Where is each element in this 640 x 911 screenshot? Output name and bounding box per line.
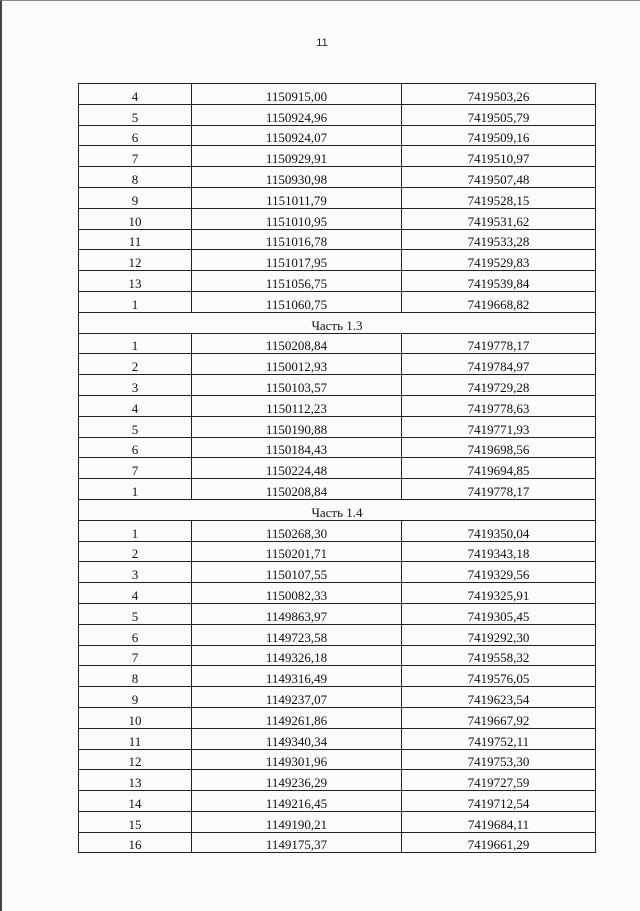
point-number-cell: 16 (79, 832, 192, 853)
table-row (79, 146, 596, 167)
x-coordinate-cell: 1151060,75 (192, 291, 402, 312)
point-number-cell: 2 (79, 354, 192, 375)
x-coordinate-cell: 1150915,00 (192, 84, 402, 105)
y-coordinate-cell: 7419533,28 (402, 229, 596, 250)
table-row (79, 104, 596, 125)
table-row (79, 541, 596, 562)
table-row (79, 271, 596, 292)
y-coordinate-cell: 7419576,05 (402, 666, 596, 687)
y-coordinate-cell: 7419503,26 (402, 84, 596, 105)
table-row (79, 832, 596, 853)
y-coordinate-cell: 7419778,63 (402, 395, 596, 416)
table-row (79, 229, 596, 250)
point-number-cell: 1 (79, 520, 192, 541)
table-row (79, 666, 596, 687)
y-coordinate-cell: 7419505,79 (402, 104, 596, 125)
coordinates-table (78, 83, 596, 853)
point-number-cell: 3 (79, 375, 192, 396)
table-row (79, 333, 596, 354)
x-coordinate-cell: 1150208,84 (192, 333, 402, 354)
point-number-cell: 7 (79, 645, 192, 666)
y-coordinate-cell: 7419292,30 (402, 624, 596, 645)
y-coordinate-cell: 7419752,11 (402, 728, 596, 749)
point-number-cell: 6 (79, 437, 192, 458)
table-row (79, 437, 596, 458)
y-coordinate-cell: 7419778,17 (402, 479, 596, 500)
point-number-cell: 8 (79, 666, 192, 687)
x-coordinate-cell: 1149236,29 (192, 770, 402, 791)
table-row (79, 520, 596, 541)
table-row (79, 603, 596, 624)
point-number-cell: 4 (79, 395, 192, 416)
x-coordinate-cell: 1150107,55 (192, 562, 402, 583)
x-coordinate-cell: 1151056,75 (192, 271, 402, 292)
point-number-cell: 12 (79, 749, 192, 770)
x-coordinate-cell: 1150924,07 (192, 125, 402, 146)
table-row (79, 687, 596, 708)
x-coordinate-cell: 1149237,07 (192, 687, 402, 708)
point-number-cell: 13 (79, 770, 192, 791)
y-coordinate-cell: 7419325,91 (402, 583, 596, 604)
point-number-cell: 3 (79, 562, 192, 583)
y-coordinate-cell: 7419784,97 (402, 354, 596, 375)
x-coordinate-cell: 1151010,95 (192, 208, 402, 229)
table-row (79, 395, 596, 416)
section-title: Часть 1.3 (79, 312, 596, 333)
point-number-cell: 5 (79, 416, 192, 437)
point-number-cell: 10 (79, 208, 192, 229)
section-header-row (79, 312, 596, 333)
x-coordinate-cell: 1149340,34 (192, 728, 402, 749)
y-coordinate-cell: 7419305,45 (402, 603, 596, 624)
x-coordinate-cell: 1149175,37 (192, 832, 402, 853)
point-number-cell: 6 (79, 125, 192, 146)
y-coordinate-cell: 7419531,62 (402, 208, 596, 229)
y-coordinate-cell: 7419329,56 (402, 562, 596, 583)
y-coordinate-cell: 7419661,29 (402, 832, 596, 853)
point-number-cell: 7 (79, 146, 192, 167)
x-coordinate-cell: 1149261,86 (192, 707, 402, 728)
point-number-cell: 12 (79, 250, 192, 271)
table-row (79, 770, 596, 791)
point-number-cell: 1 (79, 291, 192, 312)
point-number-cell: 4 (79, 583, 192, 604)
y-coordinate-cell: 7419507,48 (402, 167, 596, 188)
table-row (79, 250, 596, 271)
point-number-cell: 10 (79, 707, 192, 728)
point-number-cell: 1 (79, 479, 192, 500)
table-row (79, 458, 596, 479)
x-coordinate-cell: 1151016,78 (192, 229, 402, 250)
table-row (79, 707, 596, 728)
y-coordinate-cell: 7419684,11 (402, 811, 596, 832)
table-row (79, 84, 596, 105)
table-row (79, 562, 596, 583)
x-coordinate-cell: 1150201,71 (192, 541, 402, 562)
y-coordinate-cell: 7419667,92 (402, 707, 596, 728)
point-number-cell: 11 (79, 229, 192, 250)
y-coordinate-cell: 7419510,97 (402, 146, 596, 167)
y-coordinate-cell: 7419778,17 (402, 333, 596, 354)
x-coordinate-cell: 1150224,48 (192, 458, 402, 479)
x-coordinate-cell: 1150012,93 (192, 354, 402, 375)
table-row (79, 791, 596, 812)
y-coordinate-cell: 7419771,93 (402, 416, 596, 437)
table-row (79, 208, 596, 229)
x-coordinate-cell: 1150112,23 (192, 395, 402, 416)
y-coordinate-cell: 7419712,54 (402, 791, 596, 812)
y-coordinate-cell: 7419698,56 (402, 437, 596, 458)
table-row (79, 375, 596, 396)
table-row (79, 125, 596, 146)
x-coordinate-cell: 1149723,58 (192, 624, 402, 645)
table-row (79, 749, 596, 770)
table-row (79, 624, 596, 645)
table-row (79, 167, 596, 188)
y-coordinate-cell: 7419528,15 (402, 187, 596, 208)
x-coordinate-cell: 1149326,18 (192, 645, 402, 666)
page-number: 11 (316, 37, 328, 49)
y-coordinate-cell: 7419727,59 (402, 770, 596, 791)
section-header-row (79, 499, 596, 520)
point-number-cell: 9 (79, 187, 192, 208)
y-coordinate-cell: 7419350,04 (402, 520, 596, 541)
table-row (79, 479, 596, 500)
x-coordinate-cell: 1150929,91 (192, 146, 402, 167)
coordinates-table-body (79, 84, 596, 853)
x-coordinate-cell: 1150924,96 (192, 104, 402, 125)
point-number-cell: 8 (79, 167, 192, 188)
point-number-cell: 5 (79, 603, 192, 624)
x-coordinate-cell: 1150268,30 (192, 520, 402, 541)
x-coordinate-cell: 1149316,49 (192, 666, 402, 687)
point-number-cell: 7 (79, 458, 192, 479)
section-title: Часть 1.4 (79, 499, 596, 520)
table-row (79, 416, 596, 437)
x-coordinate-cell: 1150190,88 (192, 416, 402, 437)
point-number-cell: 1 (79, 333, 192, 354)
x-coordinate-cell: 1149301,96 (192, 749, 402, 770)
x-coordinate-cell: 1150082,33 (192, 583, 402, 604)
y-coordinate-cell: 7419729,28 (402, 375, 596, 396)
x-coordinate-cell: 1151017,95 (192, 250, 402, 271)
y-coordinate-cell: 7419558,32 (402, 645, 596, 666)
table-row (79, 583, 596, 604)
x-coordinate-cell: 1150208,84 (192, 479, 402, 500)
y-coordinate-cell: 7419539,84 (402, 271, 596, 292)
x-coordinate-cell: 1150930,98 (192, 167, 402, 188)
y-coordinate-cell: 7419529,83 (402, 250, 596, 271)
y-coordinate-cell: 7419753,30 (402, 749, 596, 770)
y-coordinate-cell: 7419694,85 (402, 458, 596, 479)
x-coordinate-cell: 1149190,21 (192, 811, 402, 832)
point-number-cell: 4 (79, 84, 192, 105)
table-row (79, 291, 596, 312)
point-number-cell: 5 (79, 104, 192, 125)
x-coordinate-cell: 1149216,45 (192, 791, 402, 812)
table-row (79, 728, 596, 749)
table-row (79, 811, 596, 832)
point-number-cell: 9 (79, 687, 192, 708)
x-coordinate-cell: 1150184,43 (192, 437, 402, 458)
point-number-cell: 14 (79, 791, 192, 812)
y-coordinate-cell: 7419623,54 (402, 687, 596, 708)
point-number-cell: 15 (79, 811, 192, 832)
y-coordinate-cell: 7419343,18 (402, 541, 596, 562)
point-number-cell: 11 (79, 728, 192, 749)
table-row (79, 354, 596, 375)
point-number-cell: 2 (79, 541, 192, 562)
point-number-cell: 6 (79, 624, 192, 645)
x-coordinate-cell: 1149863,97 (192, 603, 402, 624)
y-coordinate-cell: 7419668,82 (402, 291, 596, 312)
table-row (79, 645, 596, 666)
point-number-cell: 13 (79, 271, 192, 292)
table-row (79, 187, 596, 208)
y-coordinate-cell: 7419509,16 (402, 125, 596, 146)
x-coordinate-cell: 1150103,57 (192, 375, 402, 396)
x-coordinate-cell: 1151011,79 (192, 187, 402, 208)
